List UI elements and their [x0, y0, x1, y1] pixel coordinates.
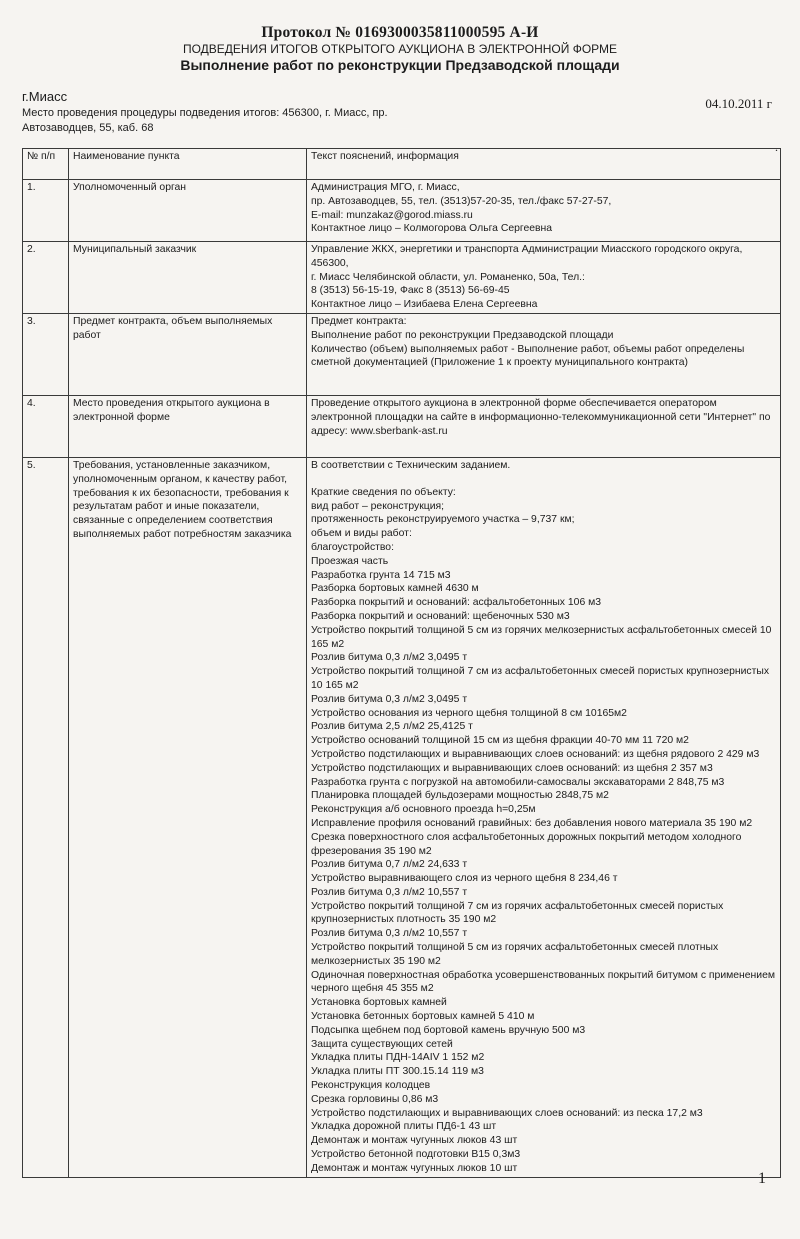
city-label: г.Миасс [22, 89, 68, 104]
info-line: Устройство покрытий толщиной 7 см из асфальтобетонных смесей пористых крупнозернистых 10 165 м2 [311, 666, 770, 691]
row-number: 2. [23, 242, 69, 314]
row-number: 4. [23, 395, 69, 457]
table-row [23, 180, 781, 242]
info-line: Разборка покрытий и оснований: асфальтобетонных 106 м3 [311, 597, 602, 609]
row-item-name: Требования, установленные заказчиком, уполномоченным органом, к качеству работ, требования к их безопасности, требования к результатам работ и иные показатели, связанные с определением соответствия выполняемых работ потребностям заказчика [69, 457, 307, 1177]
row-info [307, 313, 781, 395]
procedure-place-line: Место проведения процедуры подведения итогов: 456300, г. Миасс, пр. [22, 107, 388, 119]
info-line: Выполнение работ по реконструкции Предзаводской площади [311, 329, 614, 341]
info-line: благоустройство: [311, 541, 394, 553]
table-body [23, 180, 781, 1178]
document-subject: Выполнение работ по реконструкции Предзаводской площади [180, 57, 620, 73]
info-line: Укладка плиты ПДН-14AIV 1 152 м2 [311, 1052, 485, 1064]
info-line: Разборка бортовых камней 4630 м [311, 583, 479, 595]
info-line: вид работ – реконструкция; [311, 500, 445, 512]
row-number: 3. [23, 313, 69, 395]
info-line: Управление ЖКХ, энергетики и транспорта Администрации Миасского городского округа, 456300, [311, 244, 743, 269]
info-line: Защита существующих сетей [311, 1038, 453, 1050]
page-number: 1 [758, 1170, 766, 1187]
table-row [23, 457, 781, 1177]
header-num: № п/п [23, 149, 69, 180]
info-line: Реконструкция колодцев [311, 1080, 431, 1092]
info-line: Одиночная поверхностная обработка усовершенствованных покрытий битумом с применением черного щебня 45 355 м2 [311, 969, 776, 995]
info-line: Укладка плиты ПТ 300.15.14 119 м3 [311, 1066, 484, 1078]
row-info [307, 242, 781, 314]
table-row [23, 395, 781, 457]
info-line: Установка бортовых камней [311, 997, 447, 1009]
info-line: Розлив битума 0,3 л/м2 10,557 т [311, 886, 468, 898]
info-line: Розлив битума 0,3 л/м2 3,0495 т [311, 693, 468, 705]
info-line: Срезка поверхностного слоя асфальтобетонных дорожных покрытий методом холодного фрезерования 35 190 м2 [311, 831, 742, 857]
table-row [23, 242, 781, 314]
info-line: объем и виды работ: [311, 528, 412, 540]
info-line: Контактное лицо – Изибаева Елена Сергеевна [311, 299, 538, 311]
info-line: Демонтаж и монтаж чугунных люков 43 шт [311, 1135, 518, 1147]
info-line: Проезжая часть [311, 555, 389, 567]
info-line: Устройство выравнивающего слоя из черного щебня 8 234,46 т [311, 873, 618, 885]
info-line: Розлив битума 0,7 л/м2 24,633 т [311, 859, 468, 871]
info-line: Устройство оснований толщиной 15 см из щебня фракции 40-70 мм 11 720 м2 [311, 735, 689, 747]
info-line: Разборка покрытий и оснований: щебеночных 530 м3 [311, 610, 570, 622]
info-line: E-mail: munzakaz@gorod.miass.ru [311, 209, 473, 221]
info-line: Подсыпка щебнем под бортовой камень вручную 500 м3 [311, 1024, 586, 1036]
procedure-place [22, 106, 442, 136]
table-header-row [23, 149, 781, 180]
scan-mark: . [775, 140, 778, 154]
info-line: Исправление профиля оснований гравийных: без добавления нового материала 35 190 м2 [311, 817, 753, 829]
info-line: Краткие сведения по объекту: [311, 486, 456, 498]
info-line: Розлив битума 0,3 л/м2 3,0495 т [311, 652, 468, 664]
procedure-place-line: Автозаводцев, 55, каб. 68 [22, 122, 154, 134]
info-line: Разработка грунта с погрузкой на автомобили-самосвалы экскаваторами 2 848,75 м3 [311, 776, 725, 788]
info-line: Устройство покрытий толщиной 5 см из горячих асфальтобетонных смесей плотных мелкозернистых 35 190 м2 [311, 942, 719, 967]
info-line: Устройство подстилающих и выравнивающих слоев оснований: из щебня рядового 2 429 м3 [311, 748, 760, 760]
row-info [307, 395, 781, 457]
info-line: г. Миасс Челябинской области, ул. Романенко, 50а, Тел.: [311, 271, 585, 283]
info-line: Розлив битума 0,3 л/м2 10,557 т [311, 928, 468, 940]
info-line: Проведение открытого аукциона в электронной форме обеспечивается оператором электронной площадки на сайте в информационно-телекоммуникационной сети "Интернет" по адресу: www.sberbank-ast.ru [311, 397, 771, 437]
row-item-name: Место проведения открытого аукциона в электронной форме [69, 395, 307, 457]
info-line: Укладка дорожной плиты ПД6-1 43 шт [311, 1121, 497, 1133]
info-line: В соответствии с Техническим заданием. [311, 459, 511, 471]
header-item-name: Наименование пункта [69, 149, 307, 180]
info-line: Срезка горловины 0,86 м3 [311, 1093, 439, 1105]
info-line: Устройство покрытий толщиной 7 см из горячих асфальтобетонных смесей пористых крупнозернистых плотность 35 190 м2 [311, 900, 724, 926]
info-line: протяженность реконструируемого участка – 9,737 км; [311, 514, 575, 526]
info-line: Демонтаж и монтаж чугунных люков 10 шт [311, 1162, 518, 1174]
info-line [311, 473, 776, 486]
info-line: Администрация МГО, г. Миасс, [311, 182, 460, 193]
row-item-name: Уполномоченный орган [69, 180, 307, 242]
info-line: 8 (3513) 56-15-19, Факс 8 (3513) 56-69-45 [311, 285, 510, 297]
info-line: пр. Автозаводцев, 55, тел. (3513)57-20-35, тел./факс 57-27-57, [311, 195, 612, 207]
document-title: Протокол № 0169300035811000595 А-И [261, 24, 539, 41]
info-line: Количество (объем) выполняемых работ - Выполнение работ, объемы работ определены сметной документацией (Приложение 1 к проекту муниципального контракта) [311, 343, 745, 369]
info-line: Устройство подстилающих и выравнивающих слоев оснований: из песка 17,2 м3 [311, 1107, 703, 1119]
document-date: 04.10.2011 г [705, 96, 772, 111]
info-line: Предмет контракта: [311, 315, 407, 327]
row-item-name: Муниципальный заказчик [69, 242, 307, 314]
info-line: Розлив битума 2,5 л/м2 25,4125 т [311, 721, 473, 733]
info-line: Планировка площадей бульдозерами мощностью 2848,75 м2 [311, 790, 609, 802]
info-line: Устройство подстилающих и выравнивающих слоев оснований: из щебня 2 357 м3 [311, 762, 713, 774]
info-line: Устройство покрытий толщиной 5 см из горячих мелкозернистых асфальтобетонных смесей 10 165 м2 [311, 624, 772, 650]
info-line: Установка бетонных бортовых камней 5 410 м [311, 1011, 535, 1023]
row-item-name: Предмет контракта, объем выполняемых работ [69, 313, 307, 395]
protocol-table [22, 148, 781, 1178]
document-subtitle: ПОДВЕДЕНИЯ ИТОГОВ ОТКРЫТОГО АУКЦИОНА В ЭЛЕКТРОННОЙ ФОРМЕ [182, 42, 618, 56]
row-number: 5. [23, 457, 69, 1177]
info-line: Устройство основания из черного щебня толщиной 8 см 10165м2 [311, 707, 627, 719]
table-row [23, 313, 781, 395]
header-info: Текст пояснений, информация [307, 149, 781, 180]
row-info [307, 457, 781, 1177]
info-line: Устройство бетонной подготовки В15 0,3м3 [311, 1149, 521, 1161]
info-line: Разработка грунта 14 715 м3 [311, 569, 451, 581]
info-line: Реконструкция а/б основного проезда h=0,25м [311, 804, 536, 816]
row-number: 1. [23, 180, 69, 242]
info-line: Контактное лицо – Колмогорова Ольга Сергеевна [311, 223, 553, 235]
row-info [307, 180, 781, 242]
